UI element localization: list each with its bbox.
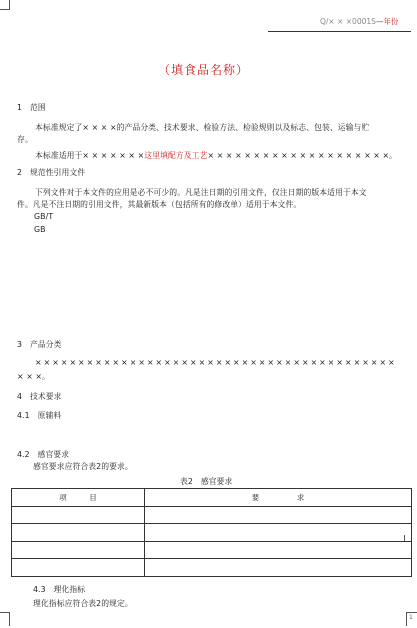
standard-code-prefix: Q/× × ×0001S (320, 17, 376, 26)
reference-gbt: GB/T (34, 212, 54, 221)
table-header-requirement: 要 求 (145, 489, 412, 507)
table-row (12, 506, 412, 524)
table-header-row (12, 489, 412, 507)
table-row (12, 524, 412, 542)
table-cell (145, 506, 412, 524)
crop-mark-bottom-right-v (406, 612, 407, 626)
page-number: 1 (409, 614, 413, 621)
section-3-heading: 3 产品分类 (17, 340, 62, 349)
section-1-paragraph-2 (35, 150, 397, 161)
scope-suffix: × × × × × × × × × × × × × × × × × × × ×。 (207, 151, 398, 160)
section-1-paragraph-1-line-1: 本标准规定了× × × ×的产品分类、技术要求、检验方法、检验规则以及标志、包装、运输与贮 (35, 123, 370, 132)
table-cell (145, 524, 412, 542)
section-1-paragraph-1-line-2: 存。 (17, 135, 33, 144)
section-4-1-heading: 4.1 原辅料 (17, 411, 62, 420)
crop-mark-bottom-left-v (9, 612, 10, 626)
section-1-heading: 1 范围 (17, 103, 46, 112)
table-cell (12, 559, 145, 577)
table-cell (12, 541, 145, 559)
section-4-heading: 4 技术要求 (17, 392, 62, 401)
table-header-item: 项 目 (12, 489, 145, 507)
document-title: （填食品名称） (158, 63, 250, 77)
section-4-3-text: 理化指标应符合表2的规定。 (33, 599, 133, 608)
section-3-line-1: × × × × × × × × × × × × × × × × × × × × × × × × × × × × × × × × × × × × × × × × × × (35, 358, 395, 367)
crop-mark-top-left-h (0, 9, 9, 10)
section-3-line-2: × × ×。 (17, 372, 50, 381)
table-cell (145, 559, 412, 577)
section-2-paragraph-line-1: 下列文件对于本文件的应用是必不可少的。凡是注日期的引用文件，仅注日期的版本适用于本文 (35, 188, 367, 197)
reference-gb: GB (34, 225, 46, 234)
table-caption: 表2 感官要求 (180, 477, 233, 486)
sensory-requirements-table (11, 488, 412, 577)
section-4-2-heading: 4.2 感官要求 (17, 450, 70, 459)
table-row (12, 559, 412, 577)
table-cell (12, 506, 145, 524)
table-row (12, 541, 412, 559)
crop-mark-top-left-v (9, 0, 10, 10)
section-4-3-heading: 4.3 理化指标 (33, 585, 86, 594)
crop-mark-bottom-right-h (406, 612, 417, 613)
header-rule (268, 31, 411, 32)
table-cell (12, 524, 145, 542)
standard-code-year: —年份 (375, 17, 399, 26)
section-2-heading: 2 规范性引用文件 (17, 168, 86, 177)
section-4-2-text: 感官要求应符合表2的要求。 (33, 462, 133, 471)
scope-prefix: 本标准适用于× × × × × × × (35, 151, 145, 160)
table-cell (145, 541, 412, 559)
crop-mark-bottom-left-h (0, 612, 9, 613)
scope-placeholder: 这里填配方及工艺 (144, 151, 208, 160)
standard-code (320, 16, 398, 27)
section-2-paragraph-line-2: 件。凡是不注日期的引用文件，其最新版本（包括所有的修改单）适用于本文件。 (17, 200, 302, 209)
